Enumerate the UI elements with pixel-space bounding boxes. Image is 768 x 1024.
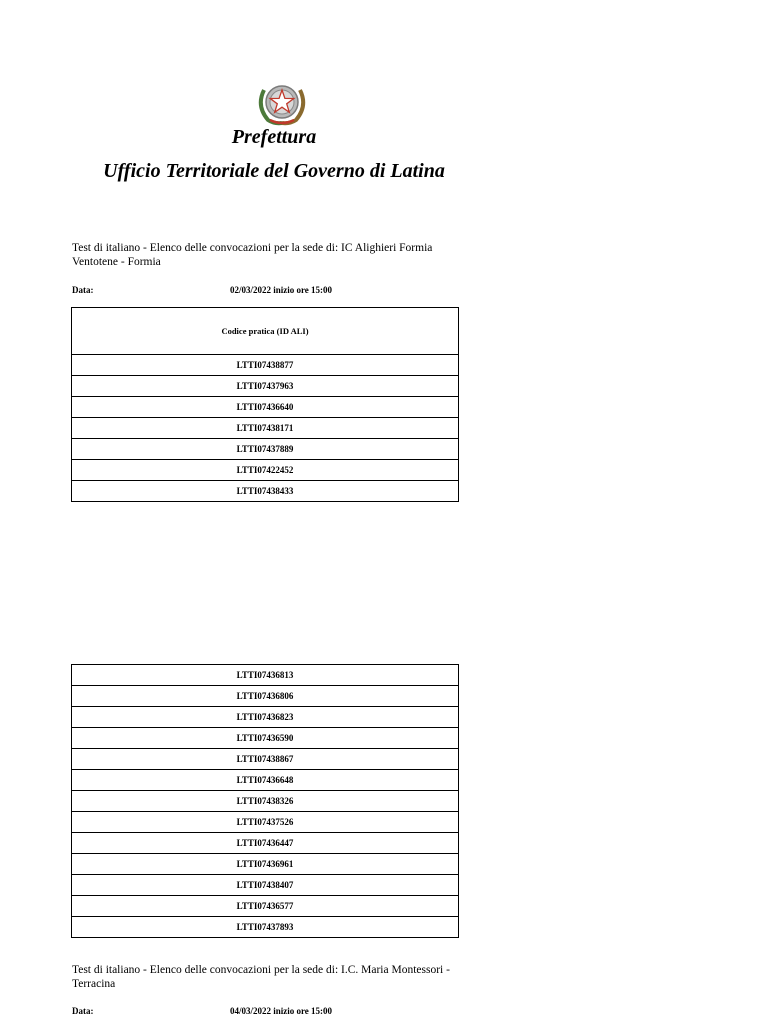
code-cell: LTTI07437963 [72,376,459,397]
italian-republic-emblem-icon [254,76,310,126]
code-cell: LTTI07436806 [72,686,459,707]
table-row [72,355,459,376]
table-header-cell: Codice pratica (ID ALI) [72,308,459,355]
page-title: Prefettura [231,126,317,148]
code-cell: LTTI07436961 [72,854,459,875]
code-cell: LTTI07437889 [72,439,459,460]
code-cell: LTTI07438433 [72,481,459,502]
table-row [72,686,459,707]
code-cell: LTTI07422452 [72,460,459,481]
page-subtitle: Ufficio Territoriale del Governo di Latina [103,160,445,182]
code-cell: LTTI07438407 [72,875,459,896]
date-value: 04/03/2022 inizio ore 15:00 [229,1006,333,1016]
table-row [72,791,459,812]
code-cell: LTTI07437893 [72,917,459,938]
section-intro: Test di italiano - Elenco delle convocazioni per la sede di: I.C. Maria Montessori - Terracina [72,964,450,990]
date-value: 02/03/2022 inizio ore 15:00 [229,285,333,295]
table-row [72,397,459,418]
table-row [72,812,459,833]
table-row [72,418,459,439]
table-row [72,665,459,686]
codes-table-continued [71,664,459,938]
table-row [72,854,459,875]
code-cell: LTTI07437526 [72,812,459,833]
code-cell: LTTI07436577 [72,896,459,917]
table-row [72,728,459,749]
codes-table [71,307,459,502]
table-row [72,376,459,397]
section-intro: Test di italiano - Elenco delle convocazioni per la sede di: IC Alighieri Formia Ventotene - Formia [72,242,433,268]
table-row [72,896,459,917]
code-cell: LTTI07436648 [72,770,459,791]
code-cell: LTTI07438171 [72,418,459,439]
code-cell: LTTI07438326 [72,791,459,812]
code-cell: LTTI07436640 [72,397,459,418]
date-label: Data: [72,285,94,295]
date-label: Data: [72,1006,94,1016]
table-row [72,770,459,791]
code-cell: LTTI07438867 [72,749,459,770]
table-row [72,875,459,896]
table-row [72,707,459,728]
table-row [72,439,459,460]
code-cell: LTTI07436813 [72,665,459,686]
table-row [72,917,459,938]
code-cell: LTTI07436823 [72,707,459,728]
code-cell: LTTI07436590 [72,728,459,749]
code-cell: LTTI07436447 [72,833,459,854]
table-row [72,460,459,481]
table-row [72,481,459,502]
table-row [72,833,459,854]
code-cell: LTTI07438877 [72,355,459,376]
table-header-row [72,308,459,355]
table-row [72,749,459,770]
